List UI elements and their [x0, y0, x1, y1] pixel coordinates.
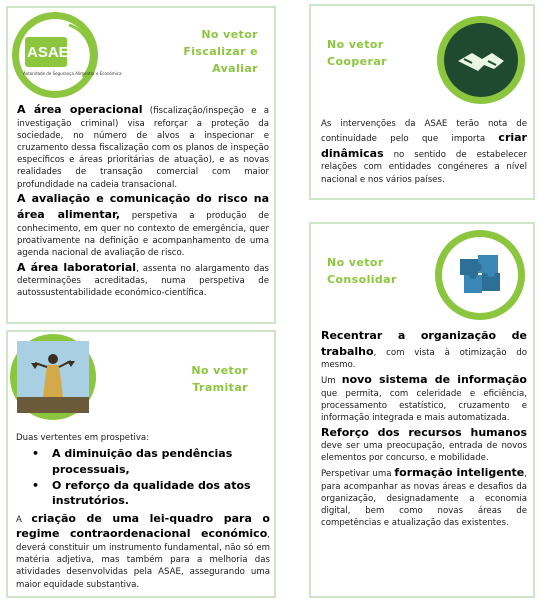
card-header: No vetor Fiscalizar e Avaliar — [183, 28, 258, 76]
card-body — [17, 102, 269, 300]
card-body — [321, 118, 527, 186]
card-body — [321, 328, 527, 530]
paragraph: Perspetivar uma formação inteligente, para acompanhar as novas áreas e desafios da organização, designadamente a economia digital, bem como novas áreas de competências e atualização das existentes. — [321, 466, 527, 529]
card-header: No vetor Consolidar — [327, 256, 397, 287]
bullet-list — [32, 446, 270, 509]
card-header: No vetor Cooperar — [327, 38, 387, 69]
card-cooperar — [309, 4, 535, 200]
paragraph: Reforço dos recursos humanos deve ser uma preocupação, entrada de novos elementos por concurso, e mobilidade. — [321, 425, 527, 464]
paragraph: A área operacional (fiscalização/inspeção e a investigação criminal) visa reforçar a proteção da sociedade, no número de alvos a inspecionar e cruzamento dessa fiscalização com os planos de inspeção específicos e áreas prioritárias de atuação), e as novas realidades de transação comercial com maior profundidade na cadeia transacional. — [17, 103, 269, 190]
handshake-icon — [444, 23, 518, 97]
asae-logo-badge — [12, 12, 122, 98]
card-tramitar — [6, 330, 276, 598]
justice-statue-icon — [17, 341, 89, 413]
card-consolidar — [309, 222, 535, 598]
paragraph: A área laboratorial, assenta no alargamento das determinações acreditadas, numa perspetiva de autossustentabilidade económico-científica. — [17, 260, 269, 299]
paragraph: Recentrar a organização de trabalho, com vista à otimização do mesmo. — [321, 329, 527, 371]
puzzle-badge — [435, 230, 525, 320]
list-item: • O reforço da qualidade dos atos instrutórios. — [32, 478, 251, 508]
puzzle-icon — [442, 237, 518, 313]
justice-badge — [10, 334, 96, 420]
paragraph: A avaliação e comunicação do risco na área alimentar, perspetiva a produção de conhecimento, em quer no contexto de emergência, quer proativamente na definição e acompanhamento de uma agenda nacional de avaliação de risco. — [17, 192, 269, 258]
paragraph: As intervenções da ASAE terão nota de continuidade pelo que importa criar dinâmicas no sentido de estabelecer relações com entidades congéneres a nível nacional e nos vários países. — [321, 119, 527, 185]
card-fiscalizar-avaliar — [6, 6, 276, 324]
handshake-badge — [437, 16, 525, 104]
list-item: • A diminuição das pendências processuais, — [32, 447, 233, 476]
logo-text: ASAE — [27, 44, 69, 61]
logo-subtext: Autoridade de Segurança Alimentar e Económica — [23, 71, 122, 76]
paragraph: A criação de uma lei-quadro para o regime contraordenacional económico, deverá constituir um instrumento fundamental, não só em matéria adjetiva, mas também para a melhoria das atividades desenvolvidas pela ASAE, assegurando uma maior equidade substantiva. — [16, 511, 270, 590]
intro-text: Duas vertentes em prospetiva: — [16, 433, 150, 443]
card-header: No vetor Tramitar — [191, 364, 248, 395]
paragraph: Um novo sistema de informação que permita, com celeridade e eficiência, processamento estatístico, cruzamento e informação integrada e mais automatizada. — [321, 372, 527, 423]
card-body — [16, 432, 270, 591]
